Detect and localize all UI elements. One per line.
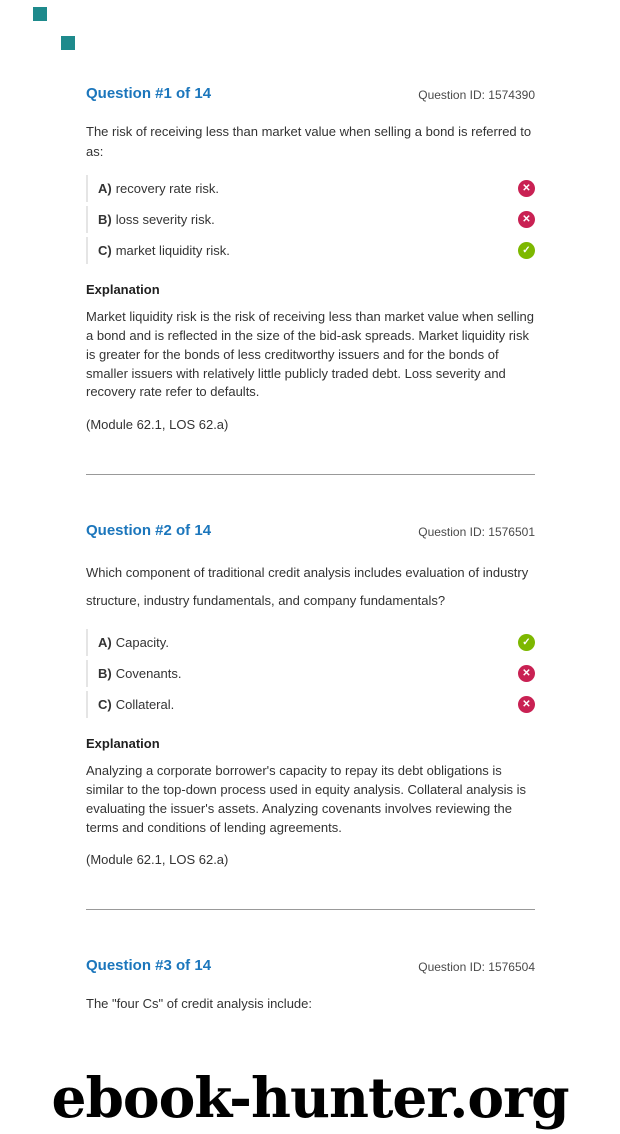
choice-letter: A) [98, 181, 112, 196]
watermark-text: ebook-hunter.org [51, 1064, 569, 1130]
accent-square-icon [33, 7, 47, 21]
explanation-heading: Explanation [86, 282, 160, 297]
section-divider [86, 474, 535, 475]
answer-choice [86, 629, 535, 656]
question-title: Question #3 of 14 [86, 957, 212, 975]
choice-text: Capacity. [115, 635, 169, 651]
question-prompt: Which component of traditional credit analysis includes evaluation of industry structure, industry fundamentals, and company fundamentals? [86, 565, 529, 609]
question-id: Question ID: 1576504 [418, 960, 535, 975]
question-id: Question ID: 1574390 [418, 88, 535, 102]
choice-label [98, 635, 169, 650]
answer-choice [86, 206, 535, 233]
question-prompt: The risk of receiving less than market value when selling a bond is referred to as: [86, 124, 532, 159]
question-prompt: The "four Cs" of credit analysis include: [86, 996, 312, 1012]
answer-result-icon [518, 180, 535, 197]
question-title: Question #2 of 14 [86, 522, 212, 540]
choice-text: Covenants. [115, 666, 182, 682]
answer-result-icon [518, 634, 535, 651]
question-section [86, 522, 535, 867]
choice-letter: C) [98, 697, 112, 713]
question-header [86, 957, 535, 974]
answer-result-icon [518, 211, 535, 228]
question-title: Question #1 of 14 [86, 85, 212, 102]
answer-result-icon [518, 696, 535, 713]
accent-square-icon [61, 36, 75, 50]
answer-choice [86, 660, 535, 687]
answer-choice [86, 691, 535, 718]
choice-label [98, 181, 219, 196]
choice-label [98, 666, 181, 681]
explanation-heading: Explanation [86, 736, 160, 752]
choice-text: market liquidity risk. [115, 243, 230, 258]
module-reference: (Module 62.1, LOS 62.a) [86, 852, 229, 868]
question-section [86, 957, 535, 1014]
choice-label [98, 243, 230, 258]
explanation-text: Analyzing a corporate borrower's capacity to repay its debt obligations is similar to the top-down process used in equity analysis. Collateral analysis is evaluating the issuer's assets. Analyzing covenants involves reviewing the terms and conditions of lending agreements. [86, 763, 527, 835]
answer-choices [86, 175, 535, 264]
choice-text: loss severity risk. [115, 212, 215, 227]
answer-choice [86, 237, 535, 264]
choice-label [98, 697, 174, 712]
choice-letter: B) [98, 212, 112, 227]
choice-label [98, 212, 215, 227]
explanation-text: Market liquidity risk is the risk of receiving less than market value when selling a bond and is reflected in the size of the bid-ask spreads. Market liquidity risk is greater for the bonds of less creditworthy issuers and for the bonds of smaller issuers with relatively little publicly traded debt. Loss severity and recovery rate refer to defaults. [86, 309, 534, 400]
question-id: Question ID: 1576501 [418, 525, 535, 540]
question-header [86, 522, 535, 539]
choice-letter: A) [98, 635, 112, 651]
answer-choice [86, 175, 535, 202]
choice-text: recovery rate risk. [115, 181, 220, 196]
choice-text: Collateral. [115, 697, 175, 713]
module-reference: (Module 62.1, LOS 62.a) [86, 417, 229, 433]
answer-result-icon [518, 665, 535, 682]
choice-letter: C) [98, 243, 112, 258]
question-section [86, 85, 535, 432]
answer-result-icon [518, 242, 535, 259]
choice-letter: B) [98, 666, 112, 682]
section-divider [86, 909, 535, 910]
answer-choices [86, 629, 535, 718]
question-header [86, 85, 535, 102]
